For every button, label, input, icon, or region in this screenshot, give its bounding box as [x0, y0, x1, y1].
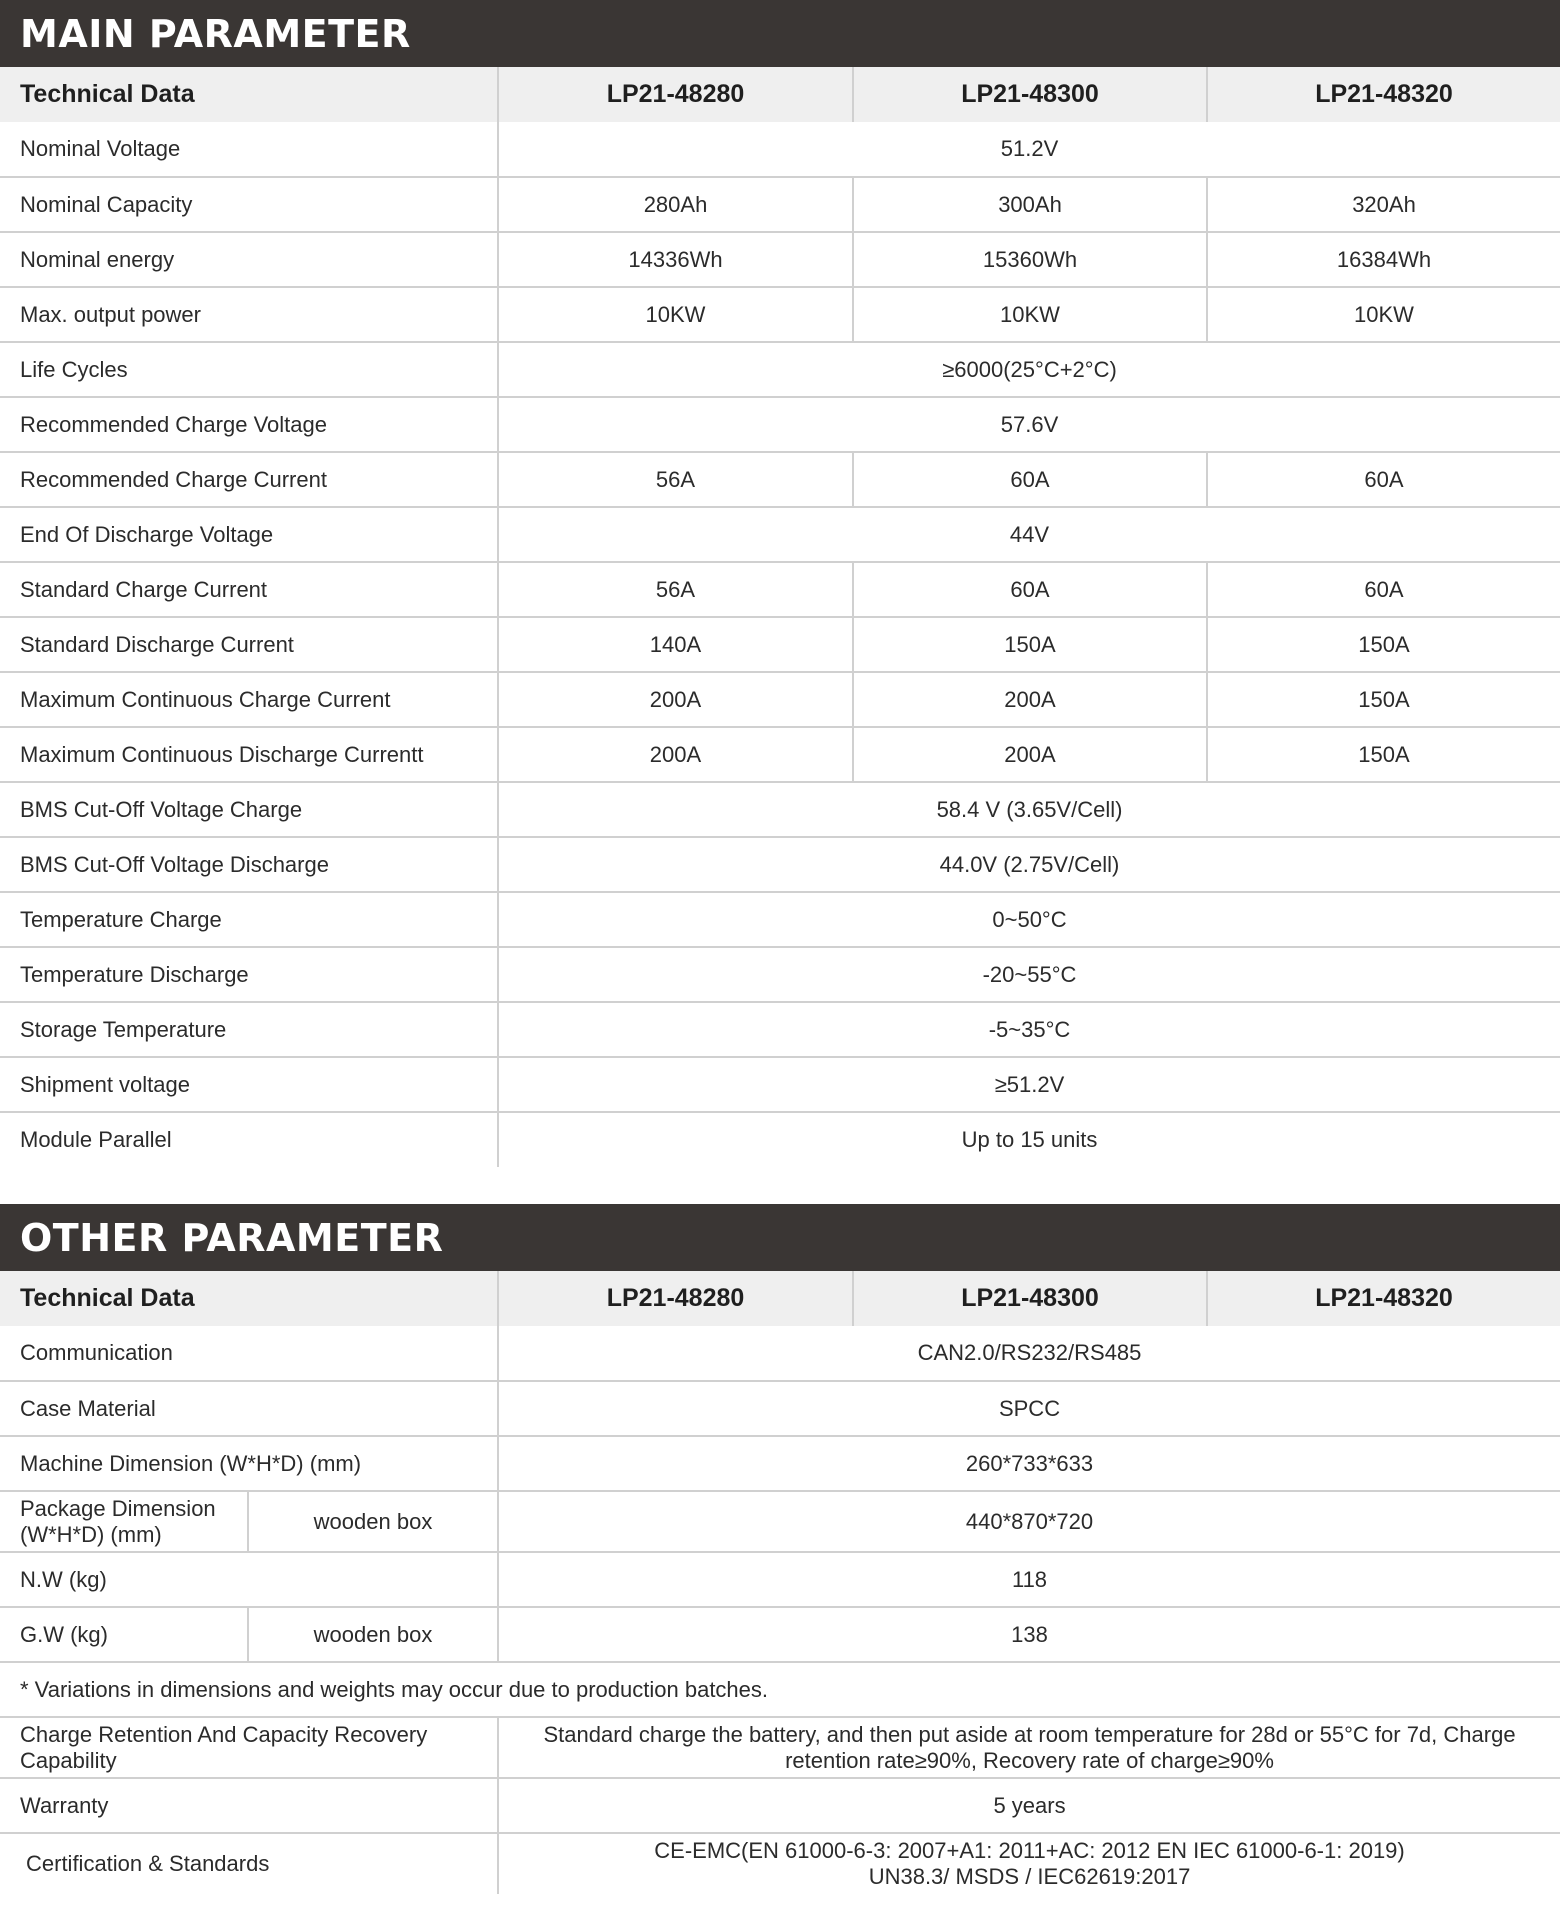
row-label: Maximum Continuous Discharge Currentt [0, 727, 498, 782]
note-row [0, 1662, 1560, 1717]
row-value: 0~50°C [498, 892, 1560, 947]
table-row [0, 672, 1560, 727]
table-row [0, 232, 1560, 287]
row-label: Nominal Voltage [0, 122, 498, 177]
row-value: 200A [498, 727, 853, 782]
row-value: 260*733*633 [498, 1436, 1560, 1491]
row-label: Nominal energy [0, 232, 498, 287]
row-value: 14336Wh [498, 232, 853, 287]
row-value: ≥51.2V [498, 1057, 1560, 1112]
row-value: 60A [853, 452, 1207, 507]
table-row [0, 1833, 1560, 1894]
row-value: 280Ah [498, 177, 853, 232]
row-label: Temperature Charge [0, 892, 498, 947]
model-header: LP21-48280 [498, 67, 853, 122]
row-value: 200A [498, 672, 853, 727]
table-row [0, 1717, 1560, 1778]
table-row [0, 1381, 1560, 1436]
row-value [498, 1833, 1560, 1894]
table-row [0, 342, 1560, 397]
row-value: 56A [498, 562, 853, 617]
row-label: Module Parallel [20, 1127, 172, 1153]
table-header-row [0, 1271, 1560, 1326]
table-row [0, 507, 1560, 562]
row-value: 10KW [853, 287, 1207, 342]
row-value: ≥6000(25°C+2°C) [498, 342, 1560, 397]
table-row [0, 837, 1560, 892]
row-label: End Of Discharge Voltage [0, 507, 498, 562]
row-label: Communication [0, 1326, 498, 1381]
row-value: CAN2.0/RS232/RS485 [498, 1326, 1560, 1381]
table-header-row [0, 67, 1560, 122]
table-row [0, 727, 1560, 782]
row-label: Package Dimension (W*H*D) (mm) [0, 1491, 248, 1552]
table-row [0, 1552, 1560, 1607]
row-value: 58.4 V (3.65V/Cell) [498, 782, 1560, 837]
row-value: 118 [498, 1552, 1560, 1607]
row-value: 150A [1207, 617, 1560, 672]
main-parameter-title: MAIN PARAMETER [0, 0, 1560, 67]
row-label: Warranty [0, 1778, 498, 1833]
row-value: 60A [1207, 562, 1560, 617]
row-sub-label: wooden box [248, 1607, 498, 1662]
model-header: LP21-48300 [853, 1271, 1207, 1326]
model-header: LP21-48300 [853, 67, 1207, 122]
table-row [0, 177, 1560, 232]
row-label: Storage Temperature [0, 1002, 498, 1057]
row-value: 150A [1207, 672, 1560, 727]
row-value: Up to 15 units [498, 1112, 1560, 1167]
row-value: 44V [498, 507, 1560, 562]
row-value: 60A [853, 562, 1207, 617]
row-label: BMS Cut-Off Voltage Discharge [0, 837, 498, 892]
table-row [0, 617, 1560, 672]
row-sub-label: wooden box [248, 1491, 498, 1552]
row-value: 51.2V [498, 122, 1560, 177]
other-parameter-table [0, 1271, 1560, 1894]
table-row [0, 1607, 1560, 1662]
row-label: Charge Retention And Capacity Recovery Capability [0, 1717, 498, 1778]
row-value: 44.0V (2.75V/Cell) [498, 837, 1560, 892]
row-value: 150A [853, 617, 1207, 672]
row-value: 10KW [498, 287, 853, 342]
row-label: Standard Discharge Current [0, 617, 498, 672]
cert-line: CE-EMC(EN 61000-6-3: 2007+A1: 2011+AC: 2012 EN IEC 61000-6-1: 2019) [654, 1838, 1405, 1864]
row-value: 5 years [498, 1778, 1560, 1833]
table-row [0, 452, 1560, 507]
table-row [0, 122, 1560, 177]
header-label: Technical Data [0, 67, 498, 122]
table-row [0, 1436, 1560, 1491]
row-value: -20~55°C [498, 947, 1560, 1002]
row-value: 200A [853, 672, 1207, 727]
row-label: Case Material [0, 1381, 498, 1436]
model-header: LP21-48280 [498, 1271, 853, 1326]
main-parameter-table [0, 67, 1560, 1167]
row-label: Recommended Charge Current [0, 452, 498, 507]
row-value: 320Ah [1207, 177, 1560, 232]
table-row [0, 397, 1560, 452]
row-label: Shipment voltage [0, 1057, 498, 1112]
table-row [0, 562, 1560, 617]
table-row [0, 287, 1560, 342]
header-label: Technical Data [0, 1271, 498, 1326]
row-value: 140A [498, 617, 853, 672]
table-row [0, 1002, 1560, 1057]
row-value: -5~35°C [498, 1002, 1560, 1057]
row-value: 138 [498, 1607, 1560, 1662]
table-row [0, 1112, 1560, 1167]
row-label: Max. output power [0, 287, 498, 342]
row-label: BMS Cut-Off Voltage Charge [0, 782, 498, 837]
table-row [0, 947, 1560, 1002]
other-parameter-title: OTHER PARAMETER [0, 1204, 1560, 1271]
row-value: 15360Wh [853, 232, 1207, 287]
footnote: * Variations in dimensions and weights may occur due to production batches. [0, 1662, 1560, 1717]
row-label: Standard Charge Current [0, 562, 498, 617]
row-value: 60A [1207, 452, 1560, 507]
cert-line: UN38.3/ MSDS / IEC62619:2017 [868, 1864, 1191, 1889]
row-value: SPCC [498, 1381, 1560, 1436]
row-label: G.W (kg) [0, 1607, 248, 1662]
row-value: 300Ah [853, 177, 1207, 232]
table-row [0, 1491, 1560, 1552]
row-label: Nominal Capacity [0, 177, 498, 232]
row-value: Standard charge the battery, and then put aside at room temperature for 28d or 55°C for 7d, Charge retention rate≥90%, Recovery rate of charge≥90% [498, 1717, 1560, 1778]
row-value: 56A [498, 452, 853, 507]
model-header: LP21-48320 [1207, 67, 1560, 122]
row-label: Life Cycles [0, 342, 498, 397]
row-value: 10KW [1207, 287, 1560, 342]
row-value: 16384Wh [1207, 232, 1560, 287]
row-label: N.W (kg) [0, 1552, 498, 1607]
row-label: Recommended Charge Voltage [0, 397, 498, 452]
row-value: 200A [853, 727, 1207, 782]
row-value: 440*870*720 [498, 1491, 1560, 1552]
table-row [0, 1778, 1560, 1833]
row-label: Certification & Standards [26, 1851, 270, 1877]
row-label: Maximum Continuous Charge Current [0, 672, 498, 727]
table-row [0, 892, 1560, 947]
row-value: 150A [1207, 727, 1560, 782]
row-value: 57.6V [498, 397, 1560, 452]
table-row [0, 782, 1560, 837]
table-row [0, 1326, 1560, 1381]
model-header: LP21-48320 [1207, 1271, 1560, 1326]
row-label: Temperature Discharge [0, 947, 498, 1002]
table-row [0, 1057, 1560, 1112]
row-label: Machine Dimension (W*H*D) (mm) [0, 1436, 498, 1491]
